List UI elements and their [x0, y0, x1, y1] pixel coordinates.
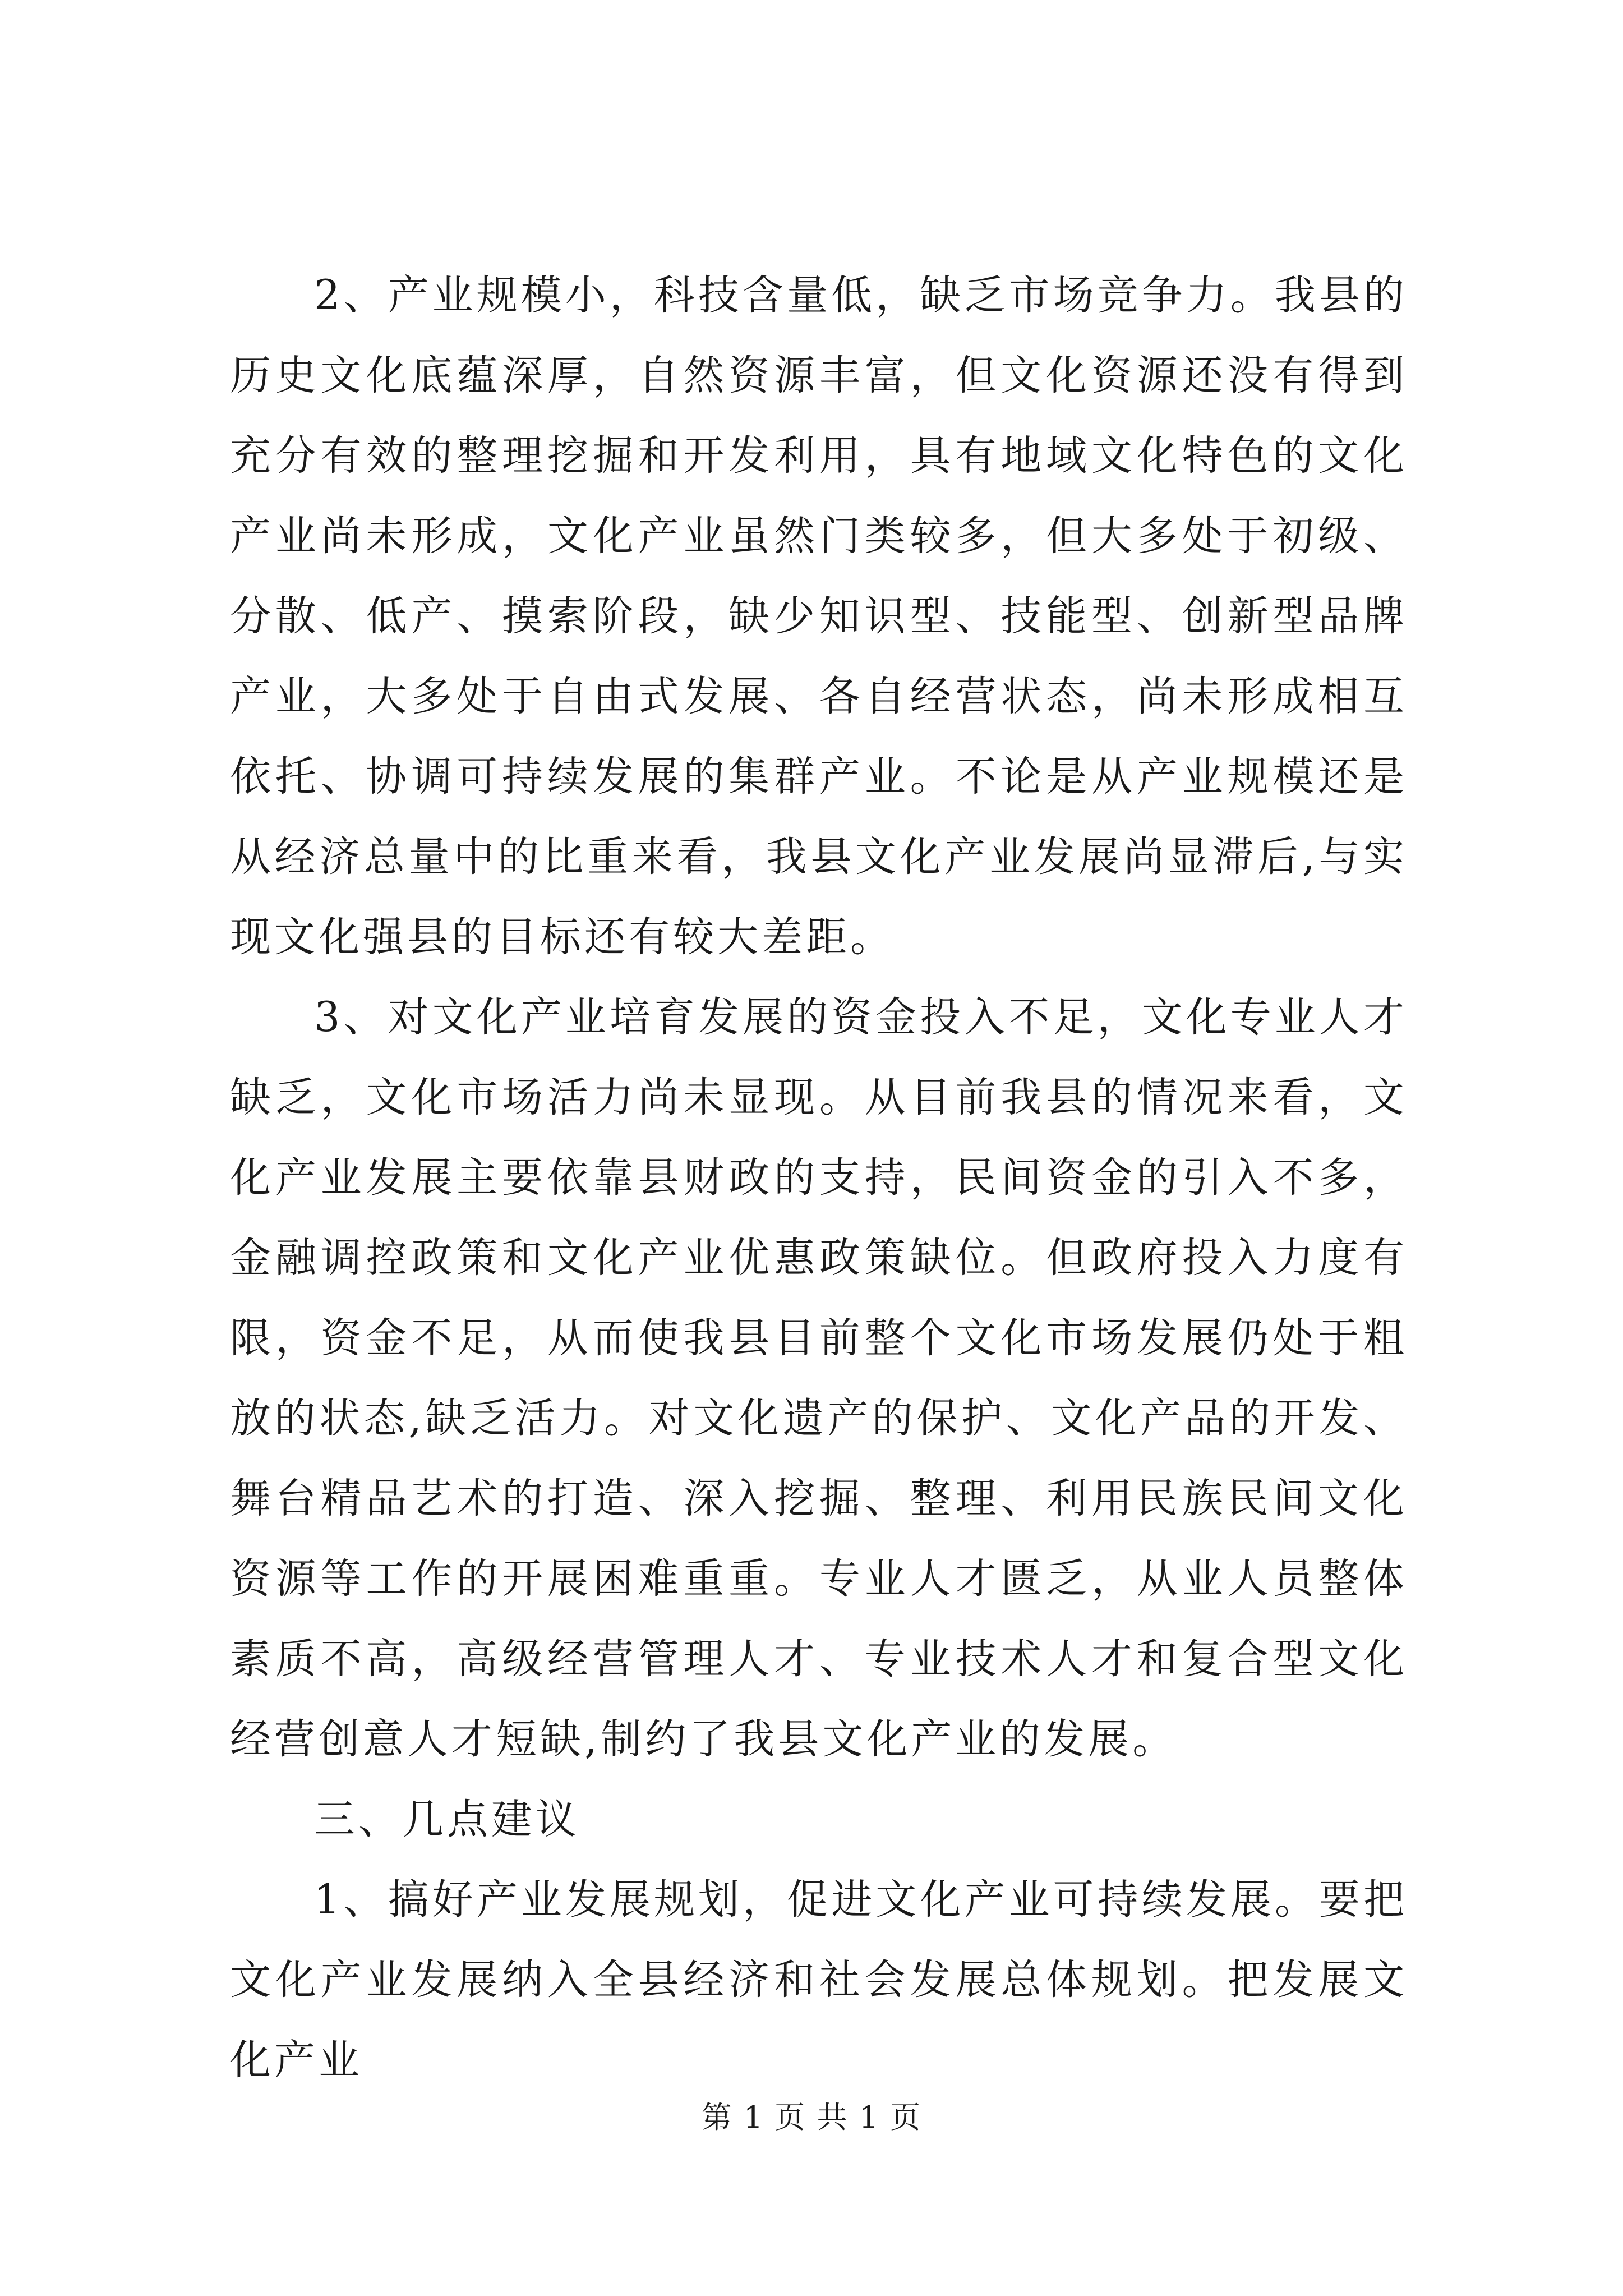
paragraph-2: 2、产业规模小，科技含量低，缺乏市场竞争力。我县的历史文化底蕴深厚，自然资源丰富，但文化资源还没有得到充分有效的整理挖掘和开发利用，具有地域文化特色的文化产业尚未形成，文化产业虽然门类较多，但大多处于初级、分散、低产、摸索阶段，缺少知识型、技能型、创新型品牌产业，大多处于自由式发展、各自经营状态，尚未形成相互依托、协调可持续发展的集群产业。不论是从产业规模还是从经济总量中的比重来看，我县文化产业发展尚显滞后,与实现文化强县的目标还有较大差距。: [230, 272, 1408, 961]
document-body: [230, 255, 1408, 2100]
section-heading: 三、几点建议: [314, 1796, 580, 1843]
paragraph-suggestion-1: 1、搞好产业发展规划，促进文化产业可持续发展。要把文化产业发展纳入全县经济和社会发展总体规划。把发展文化产业: [230, 1876, 1408, 2084]
paragraph-3: 3、对文化产业培育发展的资金投入不足，文化专业人才缺乏，文化市场活力尚未显现。从目前我县的情况来看，文化产业发展主要依靠县财政的支持，民间资金的引入不多，金融调控政策和文化产业优惠政策缺位。但政府投入力度有限，资金不足，从而使我县目前整个文化市场发展仍处于粗放的状态,缺乏活力。对文化遗产的保护、文化产品的开发、舞台精品艺术的打造、深入挖掘、整理、利用民族民间文化资源等工作的开展困难重重。专业人才匮乏，从业人员整体素质不高，高级经营管理人才、专业技术人才和复合型文化经营创意人才短缺,制约了我县文化产业的发展。: [230, 993, 1408, 1763]
page-footer: 第 1 页 共 1 页: [701, 2100, 922, 2135]
